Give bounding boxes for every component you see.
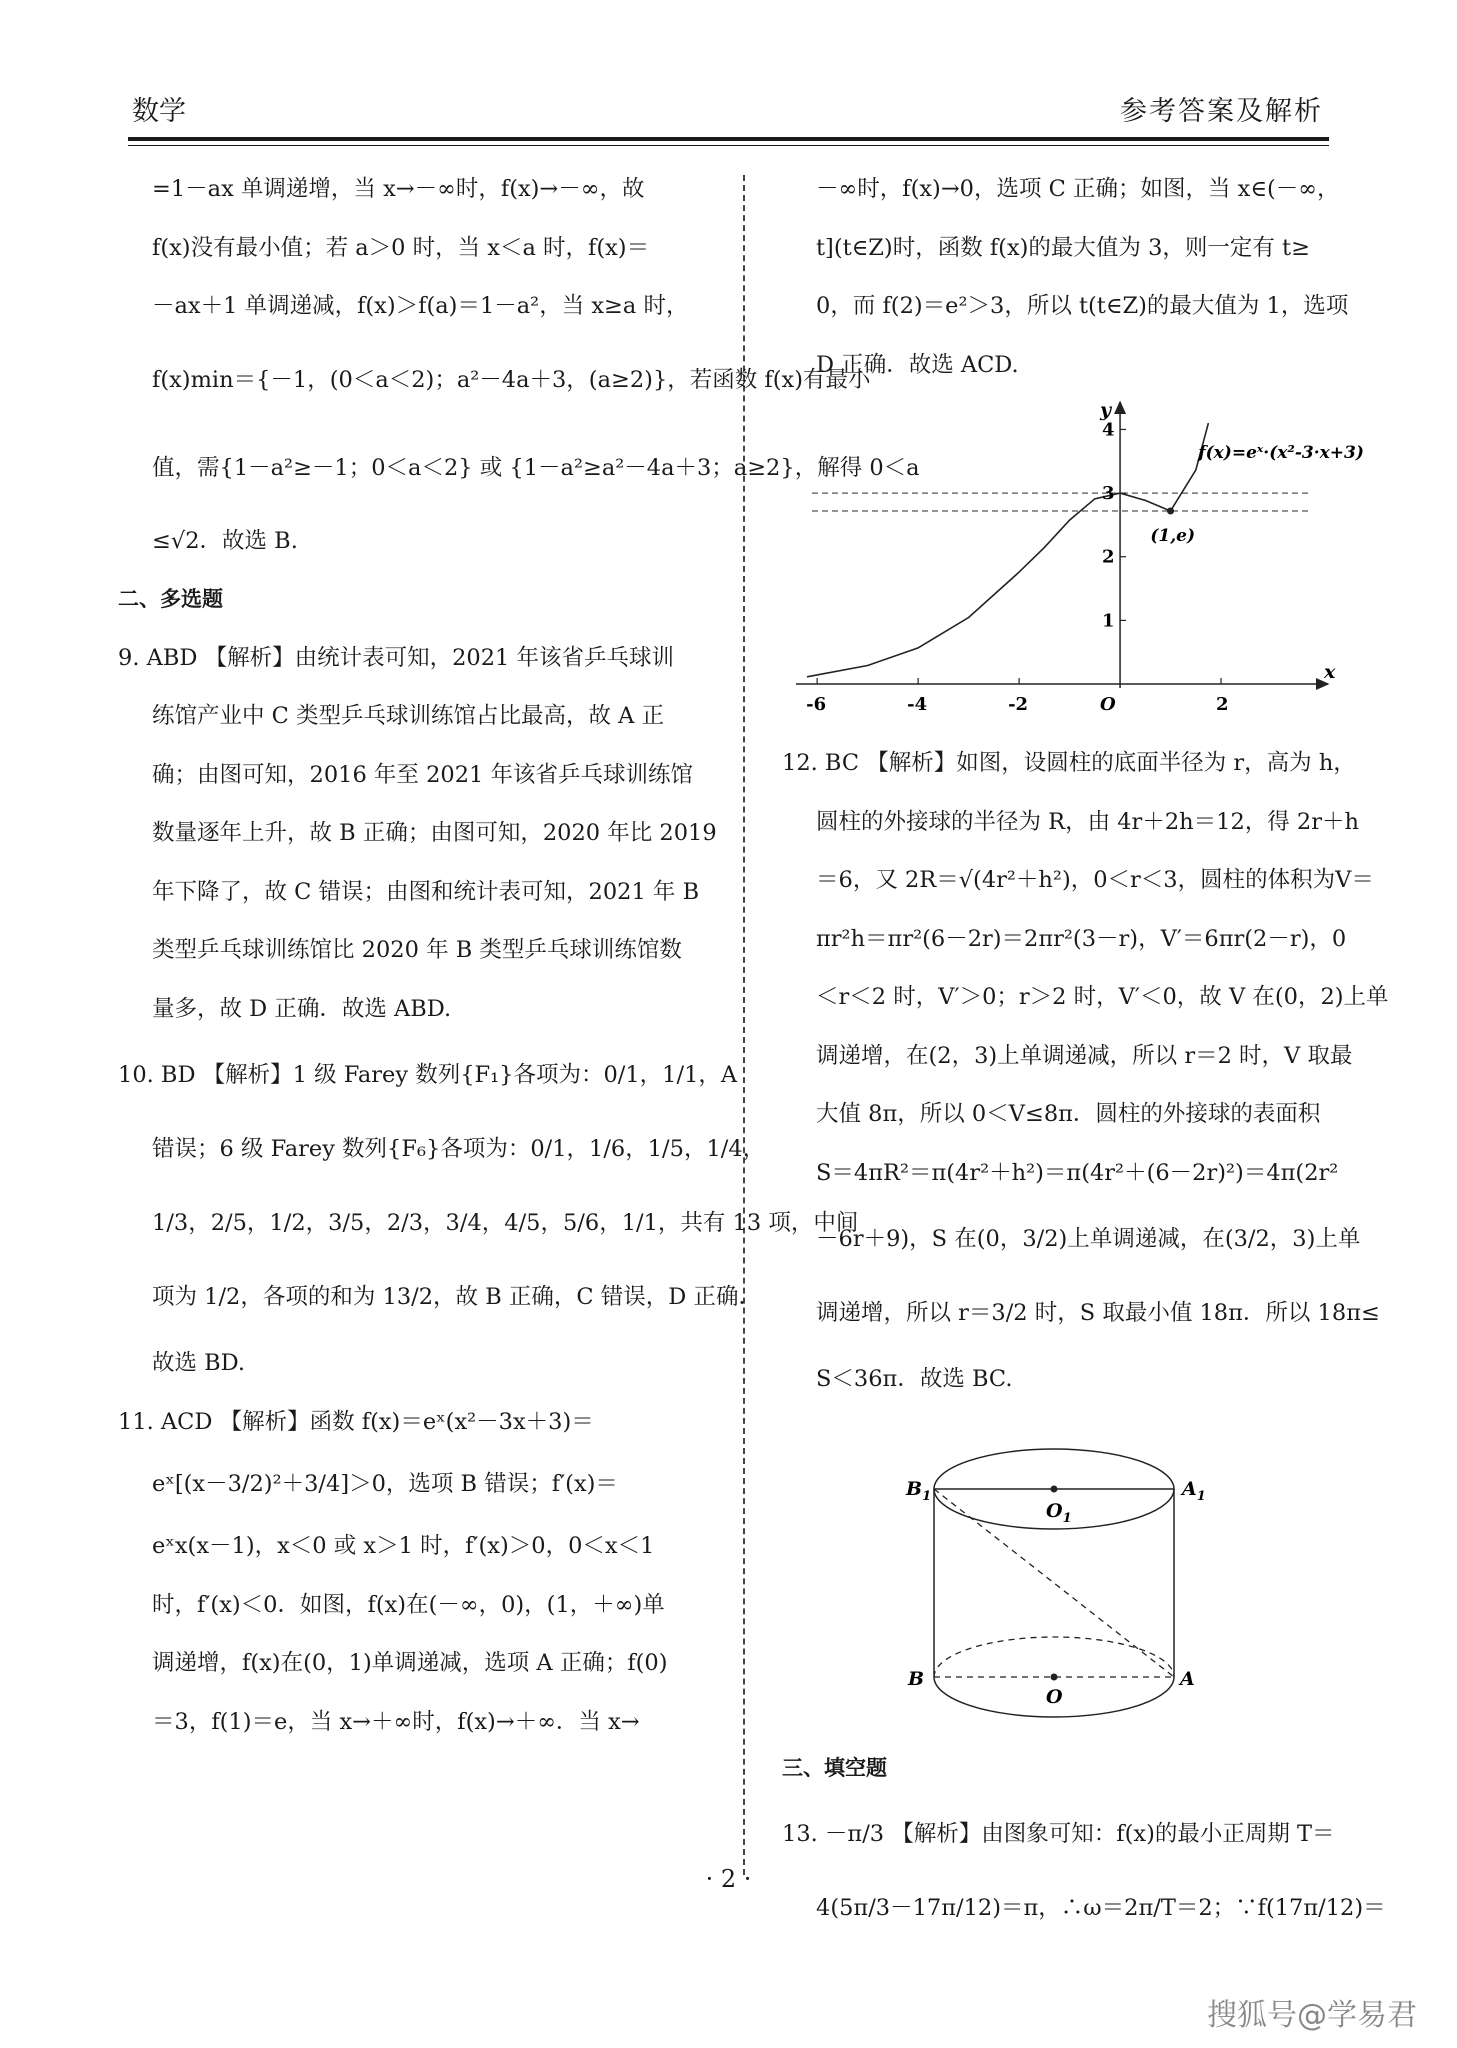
label-B: B [908,1667,925,1690]
point-label: (1,e) [1150,525,1196,546]
curve-label: f(x)=eˣ·(x²-3·x+3) [1198,443,1364,464]
y-tick-label: 4 [1102,419,1115,441]
q9-line: 类型乒乓球训练馆比 2020 年 B 类型乒乓球训练馆数 [152,937,682,963]
q10-line: 10. BD 【解析】1 级 Farey 数列{F₁}各项为：0/1，1/1，A [118,1062,738,1088]
q11-line: ＝3，f(1)＝e，当 x→＋∞时，f(x)→＋∞．当 x→ [152,1708,640,1735]
header-rule-thin [128,145,1329,146]
q12-line: S＜36π．故选 BC. [816,1366,1013,1392]
right-column [782,160,1389,1945]
q12-line: 圆柱的外接球的半径为 R，由 4r＋2h＝12，得 2r＋h [816,808,1359,835]
text-line: 值，需{1－a²≥－1；0＜a＜2} 或 {1－a²≥a²－4a＋3；a≥2}，解得 0＜a [152,454,920,481]
q12-line: ＝6，又 2R＝√(4r²＋h²)，0＜r＜3，圆柱的体积为V＝ [816,867,1374,893]
q11-line: eˣx(x－1)，x＜0 或 x＞1 时，f′(x)＞0，0＜x＜1 [152,1533,655,1559]
x-tick-label: -6 [806,694,827,715]
q9-line: 练馆产业中 C 类型乒乓球训练馆占比最高，故 A 正 [152,703,665,729]
q10-line: 1/3，2/5，1/2，3/5，2/3，3/4，4/5，5/6，1/1，共有 13 项，中间 [152,1210,859,1236]
header-rule-thick [128,137,1329,141]
page-header [128,92,1329,136]
text-line: －∞时，f(x)→0，选项 C 正确；如图，当 x∈(－∞， [816,176,1340,202]
text-line: =1－ax 单调递增，当 x→－∞时，f(x)→－∞，故 [152,176,645,202]
q12-line: 调递增，所以 r＝3/2 时，S 取最小值 18π．所以 18π≤ [816,1300,1380,1326]
local-min-point [1167,508,1174,515]
label-O: O [1046,1685,1063,1708]
cylinder-figure [782,1409,1352,1739]
header-subject: 数学 [132,96,186,127]
q9-line: 年下降了，故 C 错误；由图和统计表可知，2021 年 B [152,878,700,905]
page-number: · 2 · [705,1865,752,1893]
label-A: A [1180,1667,1195,1690]
text-line: f(x)没有最小值；若 a＞0 时，当 x＜a 时，f(x)＝ [152,234,650,261]
q12-line: S＝4πR²＝π(4r²＋h²)＝π(4r²＋(6－2r)²)＝4π(2r² [816,1159,1339,1186]
center-O1 [1051,1485,1058,1492]
q9-line: 9. ABD 【解析】由统计表可知，2021 年该省乒乓球训 [118,644,675,671]
x-tick-label: 2 [1216,694,1229,715]
cylinder-svg [782,1409,1342,1729]
text-line: D 正确．故选 ACD. [816,351,1019,378]
section-heading-fill-in: 三、填空题 [782,1755,887,1780]
watermark: 搜狐号@学易君 [1207,1998,1417,2033]
q9-line: 确；由图可知，2016 年至 2021 年该省乒乓球训练馆 [152,761,693,788]
text-line: 0，而 f(2)＝e²＞3，所以 t(t∈Z)的最大值为 1，选项 [816,293,1349,319]
q12-line: πr²h＝πr²(6－2r)＝2πr²(3－r)，V′＝6πr(2－r)，0 [816,925,1347,952]
label-B1: $B_1$ [906,1477,932,1504]
q11-line: 时，f′(x)＜0．如图，f(x)在(－∞，0)，(1，＋∞)单 [152,1591,665,1618]
q12-line: ＜r＜2 时，V′＞0；r＞2 时，V′＜0，故 V 在(0，2)上单 [816,984,1389,1010]
function-curve [807,423,1208,677]
y-axis-label: y [1100,399,1112,421]
q12-line: 大值 8π，所以 0＜V≤8π．圆柱的外接球的表面积 [816,1101,1321,1127]
bottom-back-arc [934,1637,1174,1677]
y-tick-label: 1 [1102,610,1115,632]
function-graph [782,394,1364,734]
y-tick-label: 2 [1102,546,1115,568]
q10-line: 项为 1/2，各项的和为 13/2，故 B 正确，C 错误，D 正确． [152,1284,761,1310]
text-line: ≤√2．故选 B. [152,527,298,554]
q12-line: 12. BC 【解析】如图，设圆柱的底面半径为 r，高为 h， [782,750,1356,776]
text-line: t](t∈Z)时，函数 f(x)的最大值为 3，则一定有 t≥ [816,234,1310,261]
label-A1: $A_1$ [1182,1477,1206,1504]
q10-line: 错误；6 级 Farey 数列{F₆}各项为：0/1，1/6，1/5，1/4， [152,1136,766,1162]
x-tick-label: -2 [1008,694,1029,715]
q9-line: 量多，故 D 正确．故选 ABD. [152,995,452,1022]
section-heading-multiple-choice: 二、多选题 [118,587,223,611]
text-line: f(x)min＝{－1，(0＜a＜2)；a²－4a＋3，(a≥2)}，若函数 f(x)有最小 [152,366,871,393]
q12-line: －6r＋9)，S 在(0，3/2)上单调递减，在(3/2，3)上单 [816,1226,1361,1252]
x-tick-label: -4 [907,694,928,715]
x-axis-label: x [1324,661,1336,683]
q9-line: 数量逐年上升，故 B 正确；由图可知，2020 年比 2019 [152,820,717,846]
origin-label: O [1100,694,1116,715]
q10-line: 故选 BD. [152,1350,246,1376]
q11-line: 调递增，f(x)在(0，1)单调递减，选项 A 正确；f(0) [152,1650,668,1676]
text-line: －ax＋1 单调递减，f(x)＞f(a)＝1－a²，当 x≥a 时， [152,293,689,319]
label-O1: $O_1$ [1046,1499,1072,1526]
function-graph-svg [782,394,1364,724]
y-tick-label: 3 [1102,483,1115,505]
header-title: 参考答案及解析 [1120,96,1323,127]
q13-line: 13. －π/3 【解析】由图象可知：f(x)的最小正周期 T＝ [782,1821,1335,1847]
q12-line: 调递增，在(2，3)上单调递减，所以 r＝2 时，V 取最 [816,1042,1353,1069]
q11-line: eˣ[(x－3/2)²＋3/4]＞0，选项 B 错误；f′(x)＝ [152,1471,618,1497]
q13-line: 4(5π/3－17π/12)＝π，∴ω＝2π/T＝2；∵f(17π/12)＝ [816,1895,1386,1921]
q11-line: 11. ACD 【解析】函数 f(x)＝eˣ(x²－3x＋3)＝ [118,1408,594,1435]
center-O [1051,1673,1058,1680]
